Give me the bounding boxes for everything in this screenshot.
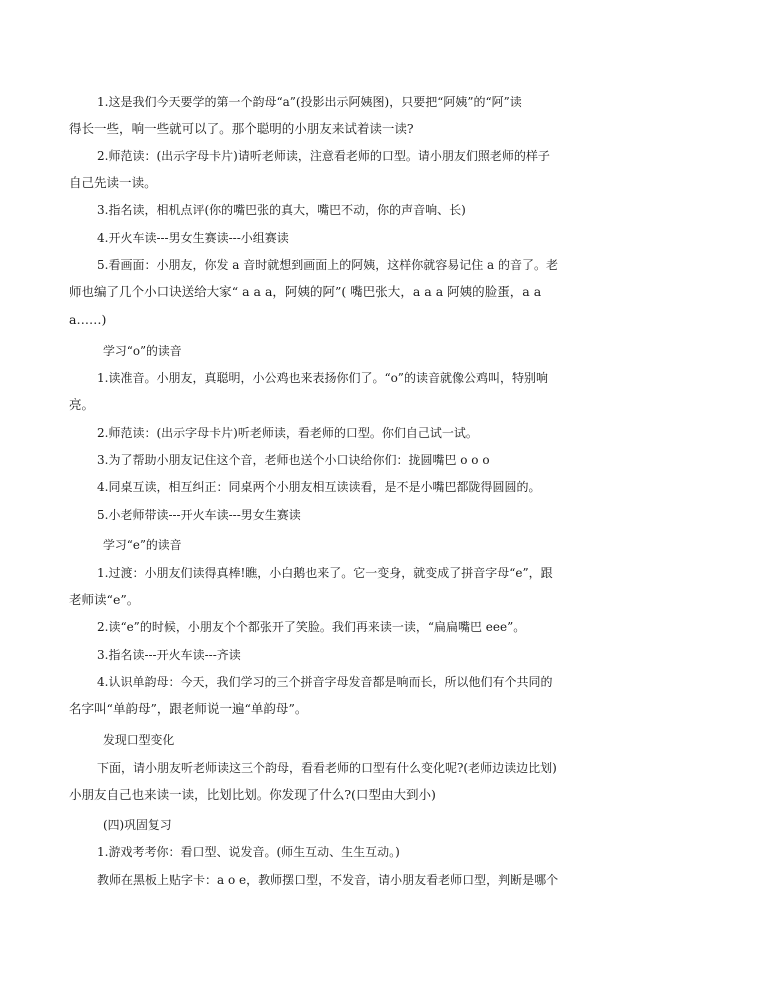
- text-line: 教师在黑板上贴字卡：a o e，教师摆口型，不发音，请小朋友看老师口型，判断是哪个: [97, 873, 559, 887]
- text-line: 3.指名读，相机点评(你的嘴巴张的真大，嘴巴不动，你的声音响、长): [97, 203, 466, 217]
- text-line: 3.指名读---开火车读---齐读: [97, 648, 241, 662]
- text-line: 1.读准音。小朋友，真聪明，小公鸡也来表扬你们了。“o”的读音就像公鸡叫，特别响: [97, 371, 548, 385]
- text-line: 老师读“e”。: [69, 592, 140, 607]
- section-heading: (四)巩固复习: [103, 818, 172, 832]
- text-line: 5.看画面：小朋友，你发 a 音时就想到画面上的阿姨，这样你就容易记住 a 的音了。老: [97, 258, 559, 272]
- text-line: 4.开火车读---男女生赛读---小组赛读: [97, 231, 289, 245]
- text-line: 1.这是我们今天要学的第一个韵母“a”(投影出示阿姨图)，只要把“阿姨”的“阿”读: [97, 95, 522, 109]
- section-heading: 学习“o”的读音: [103, 344, 182, 358]
- text-line: 4.认识单韵母：今天，我们学习的三个拼音字母发音都是响而长，所以他们有个共同的: [97, 675, 553, 689]
- text-line: 2.师范读：(出示字母卡片)请听老师读，注意看老师的口型。请小朋友们照老师的样子: [97, 149, 550, 163]
- section-heading: 学习“e”的读音: [103, 538, 182, 552]
- text-line: 师也编了几个小口诀送给大家“ a a a，阿姨的阿”( 嘴巴张大，a a a 阿姨的脸蛋，a a: [69, 284, 542, 299]
- text-line: 3.为了帮助小朋友记住这个音，老师也送个小口诀给你们：拢圆嘴巴 o o o: [97, 453, 490, 467]
- text-line: 1.过渡：小朋友们读得真棒!瞧，小白鹅也来了。它一变身，就变成了拼音字母“e”，跟: [97, 566, 553, 580]
- text-line: 1.游戏考考你：看口型、说发音。(师生互动、生生互动。): [97, 845, 400, 859]
- text-line: 2.师范读：(出示字母卡片)听老师读，看老师的口型。你们自己试一试。: [97, 426, 478, 440]
- text-line: 5.小老师带读---开火车读---男女生赛读: [97, 508, 301, 522]
- text-line: 下面，请小朋友听老师读这三个韵母，看看老师的口型有什么变化呢?(老师边读边比划): [97, 761, 557, 775]
- text-line: 小朋友自己也来读一读，比划比划。你发现了什么?(口型由大到小): [69, 787, 436, 802]
- text-line: 自己先读一读。: [69, 175, 157, 190]
- section-heading: 发现口型变化: [103, 733, 175, 747]
- text-line: 亮。: [69, 397, 95, 412]
- text-line: a……): [69, 312, 107, 327]
- text-line: 名字叫“单韵母”，跟老师说一遍“单韵母”。: [69, 701, 308, 716]
- text-line: 4.同桌互读，相互纠正：同桌两个小朋友相互读读看，是不是小嘴巴都陇得圆圆的。: [97, 480, 541, 494]
- text-line: 2.读“e”的时候，小朋友个个都张开了笑脸。我们再来读一读，“扁扁嘴巴 eee”。: [97, 620, 526, 634]
- text-line: 得长一些，响一些就可以了。那个聪明的小朋友来试着读一读?: [69, 121, 414, 136]
